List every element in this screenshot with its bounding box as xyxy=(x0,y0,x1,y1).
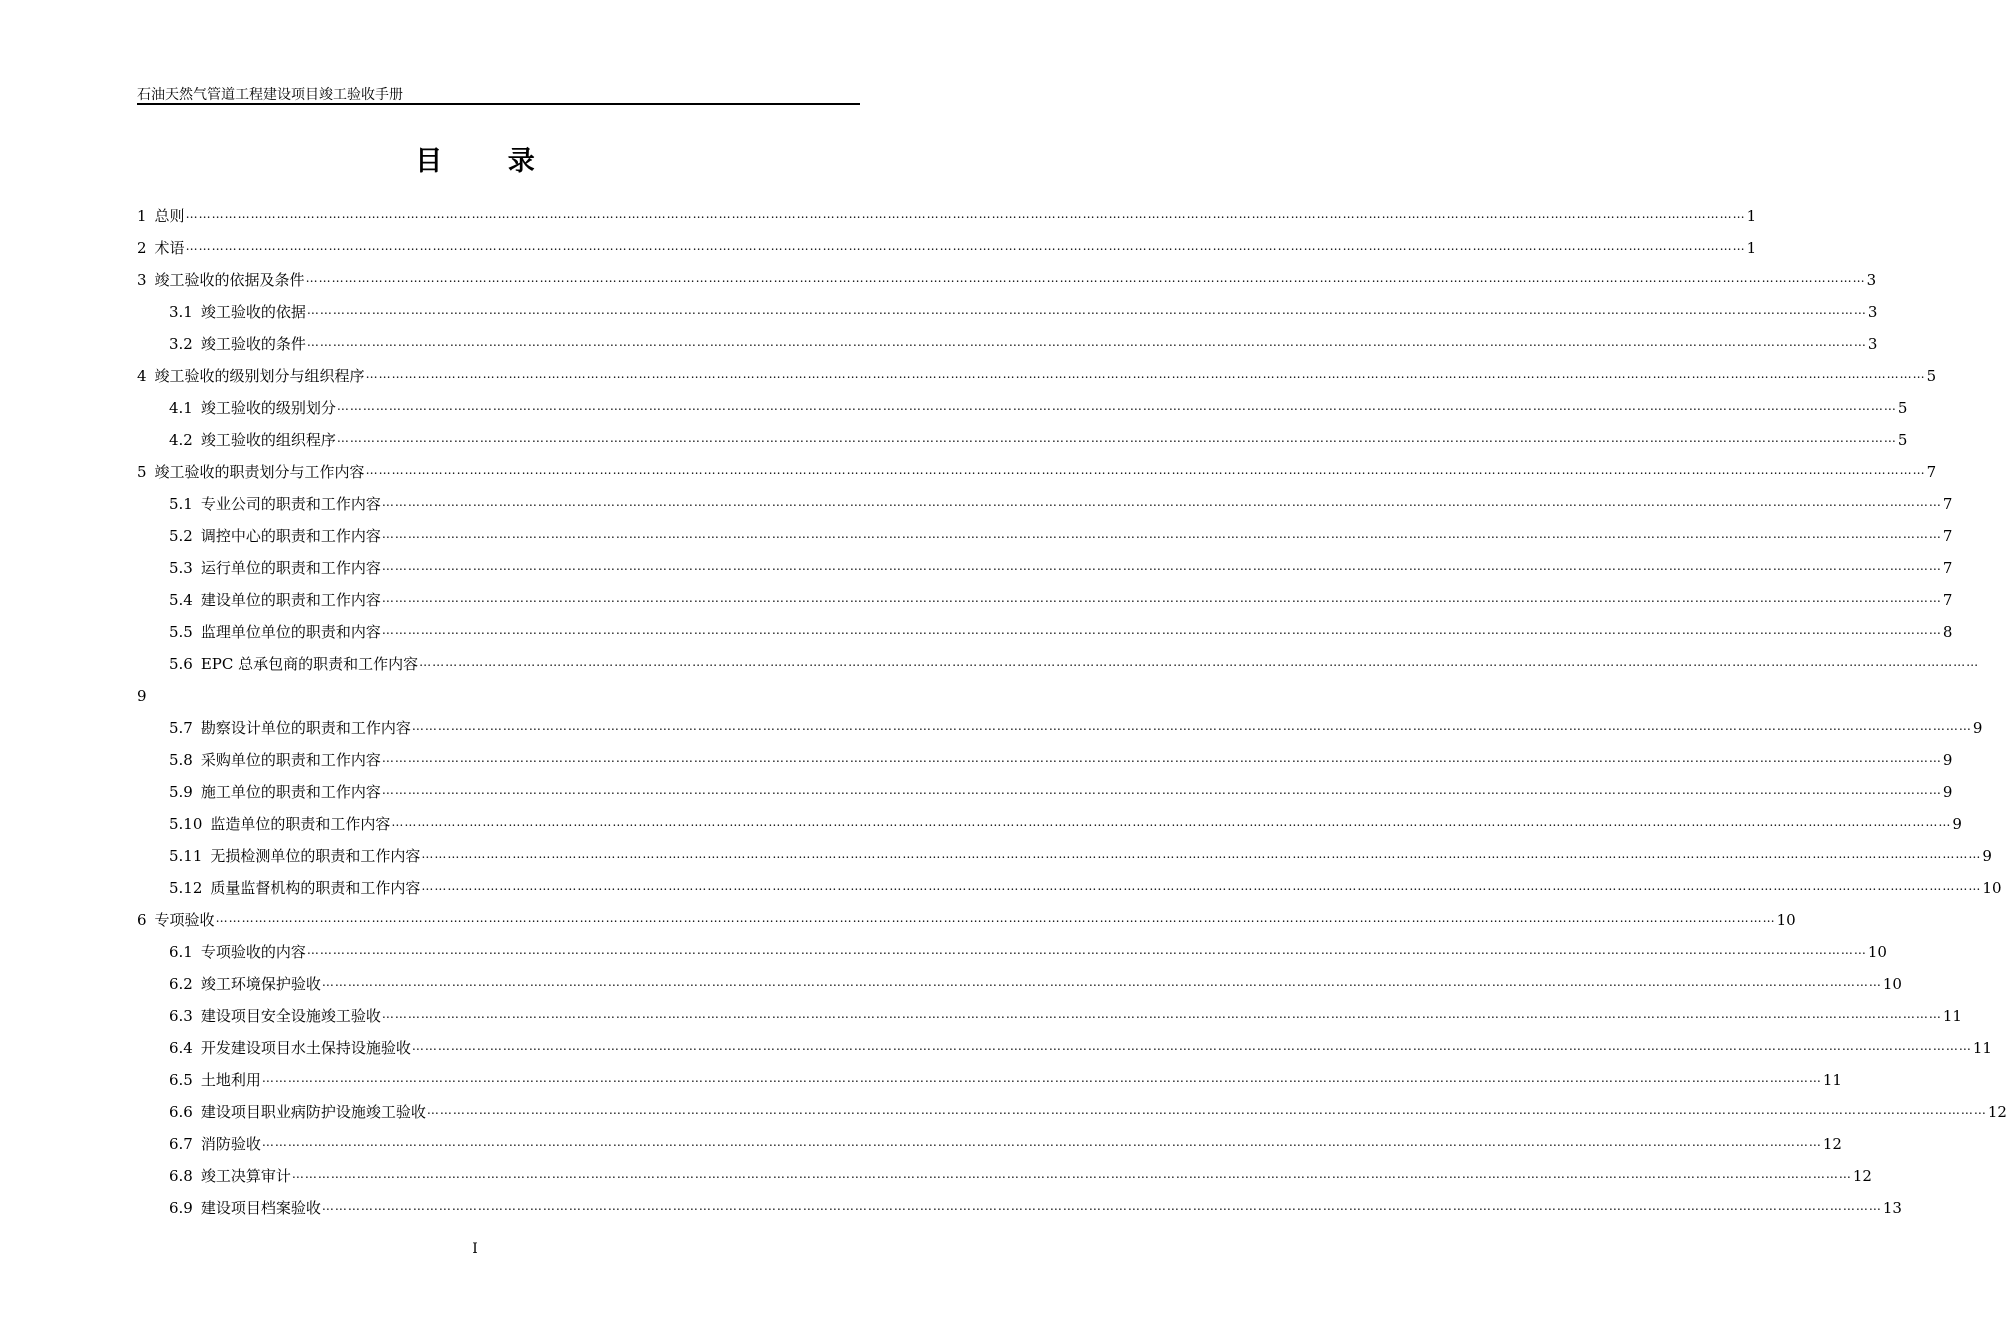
toc-entry-number: 4.1 xyxy=(169,399,193,417)
toc-entry[interactable] xyxy=(137,360,1937,392)
toc-entry-page: 8 xyxy=(1942,623,1953,641)
toc-entry-number: 5.6 xyxy=(169,655,193,673)
toc-entry-number: 5.11 xyxy=(169,847,203,865)
toc-entry-number: 5.12 xyxy=(169,879,203,897)
toc-entry-page: 1 xyxy=(1746,207,1757,225)
toc-entry-page: 9 xyxy=(1942,751,1953,769)
toc-entry-label: 竣工验收的依据及条件 xyxy=(154,271,305,289)
toc-dot-leader: ……………………………………………………………………………………………………………………………………………………………………………………………………………………………………………………………………………………………………………………………… xyxy=(306,303,1867,317)
toc-entry-page: 11 xyxy=(1942,1007,1962,1025)
toc-entry-label: 竣工验收的条件 xyxy=(200,335,306,353)
toc-dot-leader: ……………………………………………………………………………………………………………………………………………………………………………………………………………………………………………………………………………………………………………………………… xyxy=(215,911,1776,925)
toc-entry-number: 5.5 xyxy=(169,623,193,641)
toc-entry-number: 3.2 xyxy=(169,335,193,353)
toc-dot-leader: ……………………………………………………………………………………………………………………………………………………………………………………………………………………………………………………………………………………………………………………………… xyxy=(305,271,1866,285)
toc-entry-number: 6.4 xyxy=(169,1039,193,1057)
toc-entry-page: 12 xyxy=(1987,1103,2007,1121)
toc-dot-leader: ……………………………………………………………………………………………………………………………………………………………………………………………………………………………………………………………………………………………………………………………… xyxy=(381,527,1942,541)
toc-entry-page: 7 xyxy=(1926,463,1937,481)
toc-entry-label: 运行单位的职责和工作内容 xyxy=(200,559,381,577)
toc-entry-page: 9 xyxy=(137,687,147,705)
toc-entry-number: 6.2 xyxy=(169,975,193,993)
toc-entry-page: 7 xyxy=(1942,591,1953,609)
toc-entry-label: 总则 xyxy=(154,207,185,225)
toc-dot-leader: ……………………………………………………………………………………………………………………………………………………………………………………………………………………………………………………………………………………………………………………………… xyxy=(321,975,1882,989)
toc-entry[interactable] xyxy=(137,424,1908,456)
toc-dot-leader: ……………………………………………………………………………………………………………………………………………………………………………………………………………………………………………………………………………………………………………………………… xyxy=(411,1039,1972,1053)
toc-entry-number: 6.1 xyxy=(169,943,193,961)
table-of-contents xyxy=(137,200,2007,1224)
toc-entry-number: 5.8 xyxy=(169,751,193,769)
toc-entry-label: 施工单位的职责和工作内容 xyxy=(200,783,381,801)
toc-entry-page: 10 xyxy=(1882,975,1902,993)
toc-entry[interactable] xyxy=(137,1192,1902,1224)
toc-entry-number: 5.9 xyxy=(169,783,193,801)
toc-entry-number: 6 xyxy=(137,911,147,929)
toc-entry-number: 6.7 xyxy=(169,1135,193,1153)
toc-entry[interactable] xyxy=(137,1000,1962,1032)
toc-entry-label: 竣工验收的依据 xyxy=(200,303,306,321)
toc-entry[interactable] xyxy=(137,1160,1872,1192)
toc-entry-number: 4.2 xyxy=(169,431,193,449)
toc-dot-leader: ……………………………………………………………………………………………………………………………………………………………………………………………………………………………………………………………………………………………………………………………… xyxy=(381,559,1942,573)
page-title xyxy=(0,144,950,180)
toc-entry-label: 采购单位的职责和工作内容 xyxy=(200,751,381,769)
toc-entry[interactable] xyxy=(137,808,1962,840)
toc-entry[interactable] xyxy=(137,520,1953,552)
toc-dot-leader: ……………………………………………………………………………………………………………………………………………………………………………………………………………………………………………………………………………………………………………………………… xyxy=(365,463,1926,477)
toc-entry-label: 无损检测单位的职责和工作内容 xyxy=(210,847,421,865)
toc-entry-number: 5.10 xyxy=(169,815,203,833)
page-title-char: 录 xyxy=(507,146,535,177)
toc-dot-leader: ……………………………………………………………………………………………………………………………………………………………………………………………………………………………………………………………………………………………………………………………… xyxy=(381,591,1942,605)
toc-dot-leader: ……………………………………………………………………………………………………………………………………………………………………………………………………………………………………………………………………………………………………………………………… xyxy=(421,847,1982,861)
toc-entry-label: 建设项目安全设施竣工验收 xyxy=(200,1007,381,1025)
toc-entry-label: 勘察设计单位的职责和工作内容 xyxy=(200,719,411,737)
toc-dot-leader: ……………………………………………………………………………………………………………………………………………………………………………………………………………………………………………………………………………………………………………………………… xyxy=(261,1071,1822,1085)
toc-dot-leader: ……………………………………………………………………………………………………………………………………………………………………………………………………………………………………………………………………………………………………………………………… xyxy=(321,1199,1882,1213)
page-number: I xyxy=(472,1241,478,1257)
toc-entry[interactable] xyxy=(137,488,1953,520)
toc-entry-number: 6.3 xyxy=(169,1007,193,1025)
toc-entry-label: 监理单位单位的职责和内容 xyxy=(200,623,381,641)
toc-entry-page: 9 xyxy=(1982,847,1992,865)
toc-entry-label: 建设单位的职责和工作内容 xyxy=(200,591,381,609)
toc-entry-page: 3 xyxy=(1866,271,1877,289)
toc-entry-page: 5 xyxy=(1926,367,1937,385)
toc-entry-number: 5.4 xyxy=(169,591,193,609)
toc-entry-number: 5.7 xyxy=(169,719,193,737)
toc-entry[interactable] xyxy=(137,936,1887,968)
toc-entry-label: 竣工验收的组织程序 xyxy=(200,431,336,449)
toc-entry-page: 3 xyxy=(1867,303,1878,321)
toc-entry-page: 9 xyxy=(1952,815,1962,833)
toc-entry-label: 竣工验收的职责划分与工作内容 xyxy=(154,463,365,481)
toc-entry-page: 7 xyxy=(1942,559,1953,577)
toc-dot-leader: ……………………………………………………………………………………………………………………………………………………………………………………………………………………………………………………………………………………………………………………………… xyxy=(306,943,1867,957)
toc-entry[interactable] xyxy=(137,392,1908,424)
toc-entry[interactable] xyxy=(137,1032,1992,1064)
toc-entry-label: 竣工验收的级别划分与组织程序 xyxy=(154,367,365,385)
toc-entry-page: 5 xyxy=(1897,399,1908,417)
toc-entry[interactable] xyxy=(137,456,1937,488)
toc-dot-leader: ……………………………………………………………………………………………………………………………………………………………………………………………………………………………………………………………………………………………………………………………… xyxy=(261,1135,1822,1149)
toc-dot-leader: ……………………………………………………………………………………………………………………………………………………………………………………………………………………………………………………………………………………………………………………………… xyxy=(365,367,1926,381)
toc-entry[interactable] xyxy=(137,200,1757,232)
toc-dot-leader: ……………………………………………………………………………………………………………………………………………………………………………………………………………………………………………………………………………………………………………………………… xyxy=(291,1167,1852,1181)
toc-entry-page: 7 xyxy=(1942,495,1953,513)
running-header: 石油天然气管道工程建设项目竣工验收手册 xyxy=(137,87,403,103)
toc-entry[interactable] xyxy=(137,968,1902,1000)
toc-entry-page: 9 xyxy=(1942,783,1953,801)
toc-entry-number: 6.6 xyxy=(169,1103,193,1121)
toc-entry-number: 5.1 xyxy=(169,495,193,513)
page-title-char: 目 xyxy=(415,146,443,177)
toc-entry-number: 5 xyxy=(137,463,147,481)
toc-dot-leader: ……………………………………………………………………………………………………………………………………………………………………………………………………………………………………………………………………………………………………………………………… xyxy=(306,335,1867,349)
toc-entry-label: 竣工验收的级别划分 xyxy=(200,399,336,417)
toc-entry-number: 4 xyxy=(137,367,147,385)
toc-entry-label: 建设项目档案验收 xyxy=(200,1199,321,1217)
toc-dot-leader: ……………………………………………………………………………………………………………………………………………………………………………………………………………………………………………………………………………………………………………………………… xyxy=(336,399,1897,413)
toc-entry-number: 3.1 xyxy=(169,303,193,321)
toc-entry[interactable] xyxy=(137,328,1878,360)
toc-entry-page: 11 xyxy=(1822,1071,1842,1089)
toc-dot-leader: ……………………………………………………………………………………………………………………………………………………………………………………………………………………………………………………………………………………………………………………………… xyxy=(381,751,1942,765)
toc-dot-leader: ……………………………………………………………………………………………………………………………………………………………………………………………………………………………………………………………………………………………………………………………… xyxy=(421,879,1982,893)
toc-entry-number: 2 xyxy=(137,239,147,257)
toc-entry-number: 1 xyxy=(137,207,147,225)
toc-entry-number: 5.2 xyxy=(169,527,193,545)
toc-entry-page: 5 xyxy=(1897,431,1908,449)
toc-dot-leader: ……………………………………………………………………………………………………………………………………………………………………………………………………………………………………………………………………………………………………………………………… xyxy=(185,207,1746,221)
toc-dot-leader: ……………………………………………………………………………………………………………………………………………………………………………………………………………………………………………………………………………………………………………………………… xyxy=(419,655,1980,669)
toc-entry-page: 3 xyxy=(1867,335,1878,353)
toc-entry-page: 10 xyxy=(1982,879,2002,897)
toc-entry-number: 6.8 xyxy=(169,1167,193,1185)
toc-entry-page: 10 xyxy=(1776,911,1796,929)
header-rule xyxy=(137,103,860,105)
toc-entry[interactable] xyxy=(137,584,1953,616)
toc-entry[interactable] xyxy=(137,840,1992,872)
toc-dot-leader: ……………………………………………………………………………………………………………………………………………………………………………………………………………………………………………………………………………………………………………………………… xyxy=(426,1103,1987,1117)
toc-entry-page: 12 xyxy=(1822,1135,1842,1153)
toc-entry[interactable] xyxy=(137,296,1878,328)
toc-entry-label: 土地利用 xyxy=(200,1071,261,1089)
toc-entry[interactable] xyxy=(137,1096,2007,1128)
toc-entry[interactable] xyxy=(137,616,1953,648)
toc-entry-label: 调控中心的职责和工作内容 xyxy=(200,527,381,545)
toc-entry-label: 建设项目职业病防护设施竣工验收 xyxy=(200,1103,426,1121)
toc-entry-number: 6.9 xyxy=(169,1199,193,1217)
toc-entry-number: 5.3 xyxy=(169,559,193,577)
toc-entry-label: 竣工环境保护验收 xyxy=(200,975,321,993)
toc-entry[interactable] xyxy=(137,552,1953,584)
toc-entry[interactable] xyxy=(137,776,1953,808)
toc-entry-label: 专项验收 xyxy=(154,911,215,929)
toc-entry[interactable] xyxy=(137,744,1953,776)
toc-entry[interactable] xyxy=(137,264,1877,296)
toc-entry-label: 质量监督机构的职责和工作内容 xyxy=(210,879,421,897)
toc-dot-leader: ……………………………………………………………………………………………………………………………………………………………………………………………………………………………………………………………………………………………………………………………… xyxy=(185,239,1746,253)
toc-entry-number: 3 xyxy=(137,271,147,289)
toc-entry-page: 1 xyxy=(1746,239,1757,257)
toc-dot-leader: ……………………………………………………………………………………………………………………………………………………………………………………………………………………………………………………………………………………………………………………………… xyxy=(381,783,1942,797)
toc-entry[interactable] xyxy=(137,232,1757,264)
toc-dot-leader: ……………………………………………………………………………………………………………………………………………………………………………………………………………………………………………………………………………………………………………………………… xyxy=(336,431,1897,445)
toc-entry-label: 开发建设项目水土保持设施验收 xyxy=(200,1039,411,1057)
toc-dot-leader: ……………………………………………………………………………………………………………………………………………………………………………………………………………………………………………………………………………………………………………………………… xyxy=(411,719,1972,733)
toc-dot-leader: ……………………………………………………………………………………………………………………………………………………………………………………………………………………………………………………………………………………………………………………………… xyxy=(381,1007,1942,1021)
toc-entry[interactable] xyxy=(137,1128,1842,1160)
toc-entry-label: EPC 总承包商的职责和工作内容 xyxy=(200,655,419,673)
toc-entry-page: 9 xyxy=(1972,719,1983,737)
toc-entry-label: 竣工决算审计 xyxy=(200,1167,291,1185)
toc-entry-page: 7 xyxy=(1942,527,1953,545)
toc-entry[interactable] xyxy=(137,904,1796,936)
toc-entry-page: 11 xyxy=(1972,1039,1992,1057)
toc-dot-leader: ……………………………………………………………………………………………………………………………………………………………………………………………………………………………………………………………………………………………………………………………… xyxy=(381,495,1942,509)
toc-entry-label: 术语 xyxy=(154,239,185,257)
toc-dot-leader: ……………………………………………………………………………………………………………………………………………………………………………………………………………………………………………………………………………………………………………………………… xyxy=(391,815,1952,829)
toc-entry-label: 专项验收的内容 xyxy=(200,943,306,961)
toc-entry[interactable] xyxy=(137,1064,1842,1096)
toc-entry-number: 6.5 xyxy=(169,1071,193,1089)
toc-entry-page: 10 xyxy=(1867,943,1887,961)
toc-entry-page: 13 xyxy=(1882,1199,1902,1217)
toc-entry-label: 专业公司的职责和工作内容 xyxy=(200,495,381,513)
toc-entry[interactable] xyxy=(137,712,1983,744)
toc-entry[interactable] xyxy=(137,648,1980,680)
toc-entry-label: 监造单位的职责和工作内容 xyxy=(210,815,391,833)
toc-entry[interactable] xyxy=(137,872,2002,904)
toc-entry[interactable] xyxy=(137,680,860,712)
toc-dot-leader: ……………………………………………………………………………………………………………………………………………………………………………………………………………………………………………………………………………………………………………………………… xyxy=(381,623,1942,637)
toc-entry-page: 12 xyxy=(1852,1167,1872,1185)
toc-entry-label: 消防验收 xyxy=(200,1135,261,1153)
